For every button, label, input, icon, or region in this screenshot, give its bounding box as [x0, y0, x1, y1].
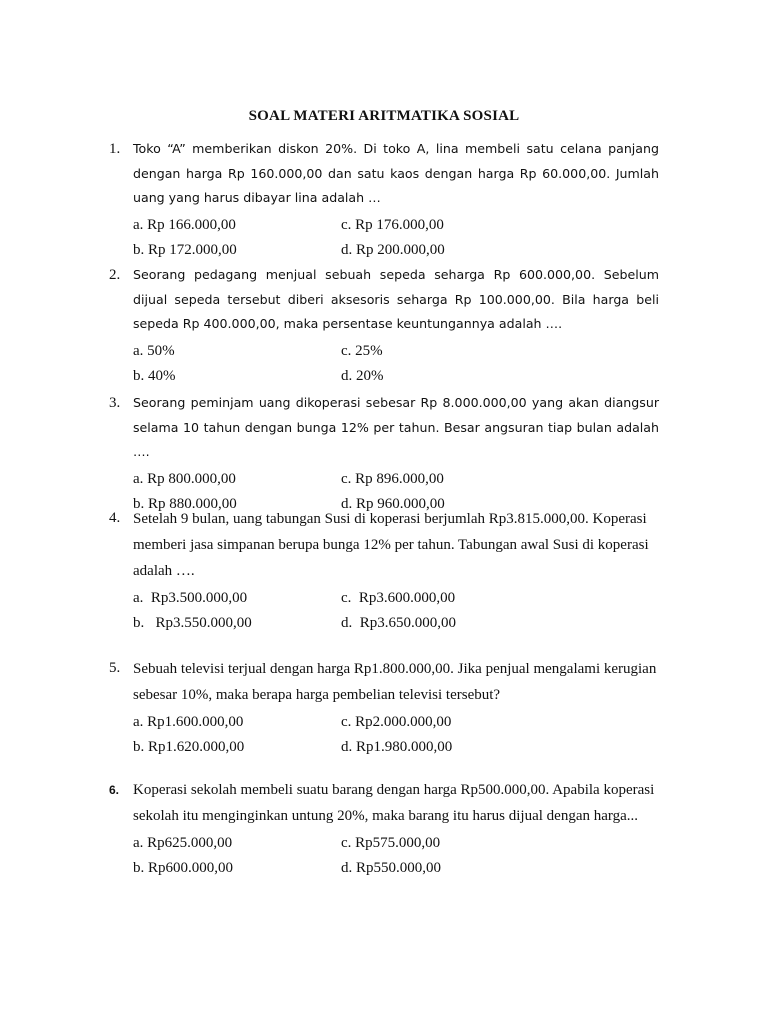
option-c: c. Rp575.000,00 [341, 835, 441, 851]
question-4 [109, 506, 659, 636]
page-title: SOAL MATERI ARITMATIKA SOSIAL [248, 108, 520, 124]
option-d: d. 20% [341, 367, 384, 384]
question-number: 6. [109, 783, 120, 797]
answer-options [133, 586, 659, 636]
option-a: a. Rp3.500.000,00 [133, 590, 248, 606]
option-b: b. Rp3.550.000,00 [133, 615, 252, 631]
option-c: c. Rp3.600.000,00 [341, 590, 456, 606]
question-text: Toko “A” memberikan diskon 20%. Di toko A, lina membeli satu celana panjang dengan harga Rp 160.000,00 dan satu kaos dengan harga Rp 60.000,00. Jumlah uang yang harus dibayar lina adalah … [133, 141, 659, 205]
option-d: d. Rp3.650.000,00 [341, 615, 457, 631]
answer-options [133, 213, 659, 263]
option-d: d. Rp 960.000,00 [341, 495, 445, 512]
question-6 [109, 778, 659, 881]
question-text: Sebuah televisi terjual dengan harga Rp1.800.000,00. Jika penjual mengalami kerugian sebesar 10%, maka berapa harga pembelian televisi tersebut? [133, 661, 657, 703]
answer-options [133, 339, 659, 389]
question-number: 3. [109, 395, 121, 411]
question-text: Seorang pedagang menjual sebuah sepeda seharga Rp 600.000,00. Sebelum dijual sepeda tersebut diberi aksesoris seharga Rp 100.000,00. Bila harga beli sepeda Rp 400.000,00, maka persentase keuntungannya adalah …. [133, 267, 659, 331]
question-text-content: Setelah 9 bulan, uang tabungan Susi di koperasi berjumlah Rp3.815.000,00. Koperasi memberi jasa simpanan berupa bunga 12% per tahun. Tabungan awal Susi di koperasi adalah …. [133, 511, 649, 579]
option-d: d. Rp 200.000,00 [341, 241, 445, 258]
option-b: b. Rp 172.000,00 [133, 241, 237, 258]
question-number: 4. [109, 510, 121, 526]
question-2 [109, 263, 659, 389]
question-3 [109, 391, 659, 517]
option-a: a. Rp625.000,00 [133, 835, 233, 851]
question-text [133, 506, 659, 584]
option-a: a. Rp 800.000,00 [133, 470, 236, 487]
question-text: Koperasi sekolah membeli suatu barang dengan harga Rp500.000,00. Apabila koperasi sekolah itu menginginkan untung 20%, maka barang itu harus dijual dengan harga... [133, 782, 655, 824]
option-d: d. Rp550.000,00 [341, 860, 442, 876]
option-a: a. Rp1.600.000,00 [133, 714, 244, 730]
option-a: a. Rp 166.000,00 [133, 216, 236, 233]
option-b: b. Rp1.620.000,00 [133, 739, 245, 755]
answer-options [133, 831, 659, 881]
option-b: b. Rp600.000,00 [133, 860, 234, 876]
option-b: b. Rp 880.000,00 [133, 495, 237, 512]
question-5 [109, 656, 659, 760]
option-d: d. Rp1.980.000,00 [341, 739, 453, 755]
question-number: 5. [109, 660, 121, 676]
question-1 [109, 137, 659, 263]
option-c: c. Rp2.000.000,00 [341, 714, 452, 730]
option-a: a. 50% [133, 342, 175, 359]
question-text: Seorang peminjam uang dikoperasi sebesar Rp 8.000.000,00 yang akan diangsur selama 10 tahun dengan bunga 12% per tahun. Besar angsuran tiap bulan adalah …. [133, 395, 659, 459]
option-b: b. 40% [133, 367, 176, 384]
option-c: c. Rp 176.000,00 [341, 216, 444, 233]
option-c: c. 25% [341, 342, 383, 359]
question-number: 2. [109, 267, 121, 283]
question-number: 1. [109, 141, 121, 157]
option-c: c. Rp 896.000,00 [341, 470, 444, 487]
answer-options [133, 710, 659, 760]
